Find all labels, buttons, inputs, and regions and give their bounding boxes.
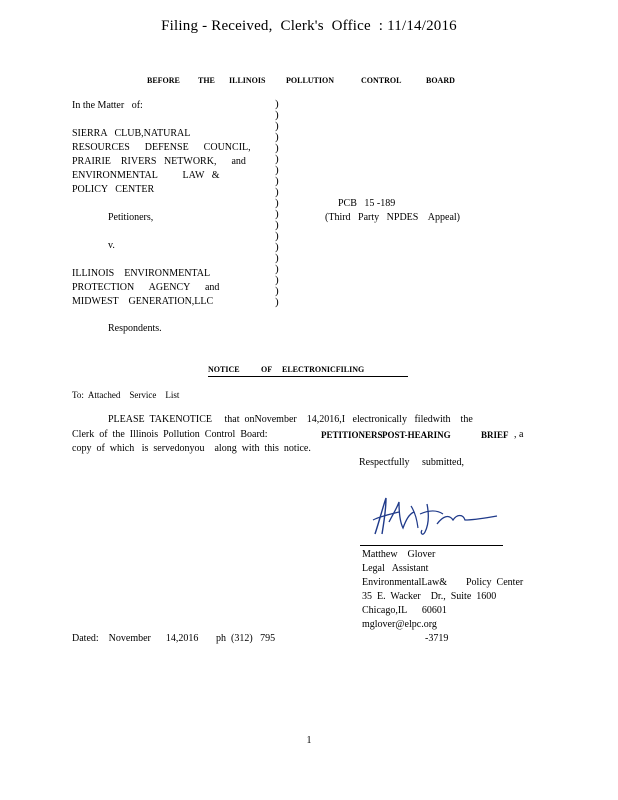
page-number: 1 <box>306 735 312 746</box>
brief-title-word: BRIEF <box>481 430 509 440</box>
petitioner-line: ENVIRONMENTAL LAW & <box>72 170 220 181</box>
board-header-word: THE <box>198 76 215 85</box>
caption-matter: In the Matter of: <box>72 100 143 111</box>
caption-paren-column: ) ) ) ) ) ) ) ) ) ) ) ) ) ) ) ) ) ) ) <box>275 98 279 308</box>
signer-name: Matthew Glover <box>362 549 436 560</box>
notice-title-word: ELECTRONICFILING <box>282 365 365 374</box>
petitioner-line: SIERRA CLUB,NATURAL <box>72 128 191 139</box>
notice-title-word: OF <box>261 365 273 374</box>
petitioner-line: PRAIRIE RIVERS NETWORK, and <box>72 156 246 167</box>
signature-graphic <box>365 492 505 542</box>
signer-org: EnvironmentalLaw& <box>362 577 447 588</box>
board-header-word: BOARD <box>426 76 455 85</box>
petitioner-line: POLICY CENTER <box>72 184 155 195</box>
notice-title-underline <box>208 376 408 377</box>
notice-body-line: PLEASE TAKENOTICE that onNovember 14,2016,I electronically filedwith the <box>108 414 473 425</box>
board-header-word: POLLUTION <box>286 76 335 85</box>
dated-line: Dated: November 14,2016 <box>72 633 199 644</box>
brief-title-word: POST-HEARING <box>382 430 451 440</box>
board-header-word: ILLINOIS <box>229 76 266 85</box>
signer-org-cont: Policy Center <box>466 577 524 588</box>
notice-body-line: , a <box>514 429 524 440</box>
case-type: (Third Party NPDES Appeal) <box>325 212 460 223</box>
phone-number: ph (312) 795 <box>216 633 276 644</box>
signature-line <box>360 545 503 546</box>
signer-city: Chicago,IL 60601 <box>362 605 447 616</box>
closing: Respectfully submitted, <box>359 457 464 468</box>
board-header-word: BEFORE <box>147 76 180 85</box>
respondent-line: PROTECTION AGENCY and <box>72 282 220 293</box>
phone-number-suffix: -3719 <box>425 633 449 644</box>
petitioner-line: RESOURCES DEFENSE COUNCIL, <box>72 142 251 153</box>
petitioners-label: Petitioners, <box>108 212 154 223</box>
respondents-label: Respondents. <box>108 323 162 334</box>
board-header-word: CONTROL <box>361 76 402 85</box>
signer-address: 35 E. Wacker Dr., Suite 1600 <box>362 591 497 602</box>
respondent-line: ILLINOIS ENVIRONMENTAL <box>72 268 211 279</box>
signer-email: mglover@elpc.org <box>362 619 437 630</box>
respondent-line: MIDWEST GENERATION,LLC <box>72 296 214 307</box>
brief-title-word: PETITIONERS' <box>321 430 386 440</box>
to-line: To: Attached Service List <box>72 390 180 400</box>
notice-body-line: copy of which is servedonyou along with this notice. <box>72 443 311 454</box>
notice-title-word: NOTICE <box>208 365 240 374</box>
signer-title: Legal Assistant <box>362 563 429 574</box>
notice-body-line: Clerk of the Illinois Pollution Control Board: <box>72 429 268 440</box>
case-number: PCB 15 -189 <box>338 198 396 209</box>
filing-stamp: Filing - Received, Clerk's Office : 11/14/2016 <box>161 18 457 34</box>
versus: v. <box>108 240 115 251</box>
